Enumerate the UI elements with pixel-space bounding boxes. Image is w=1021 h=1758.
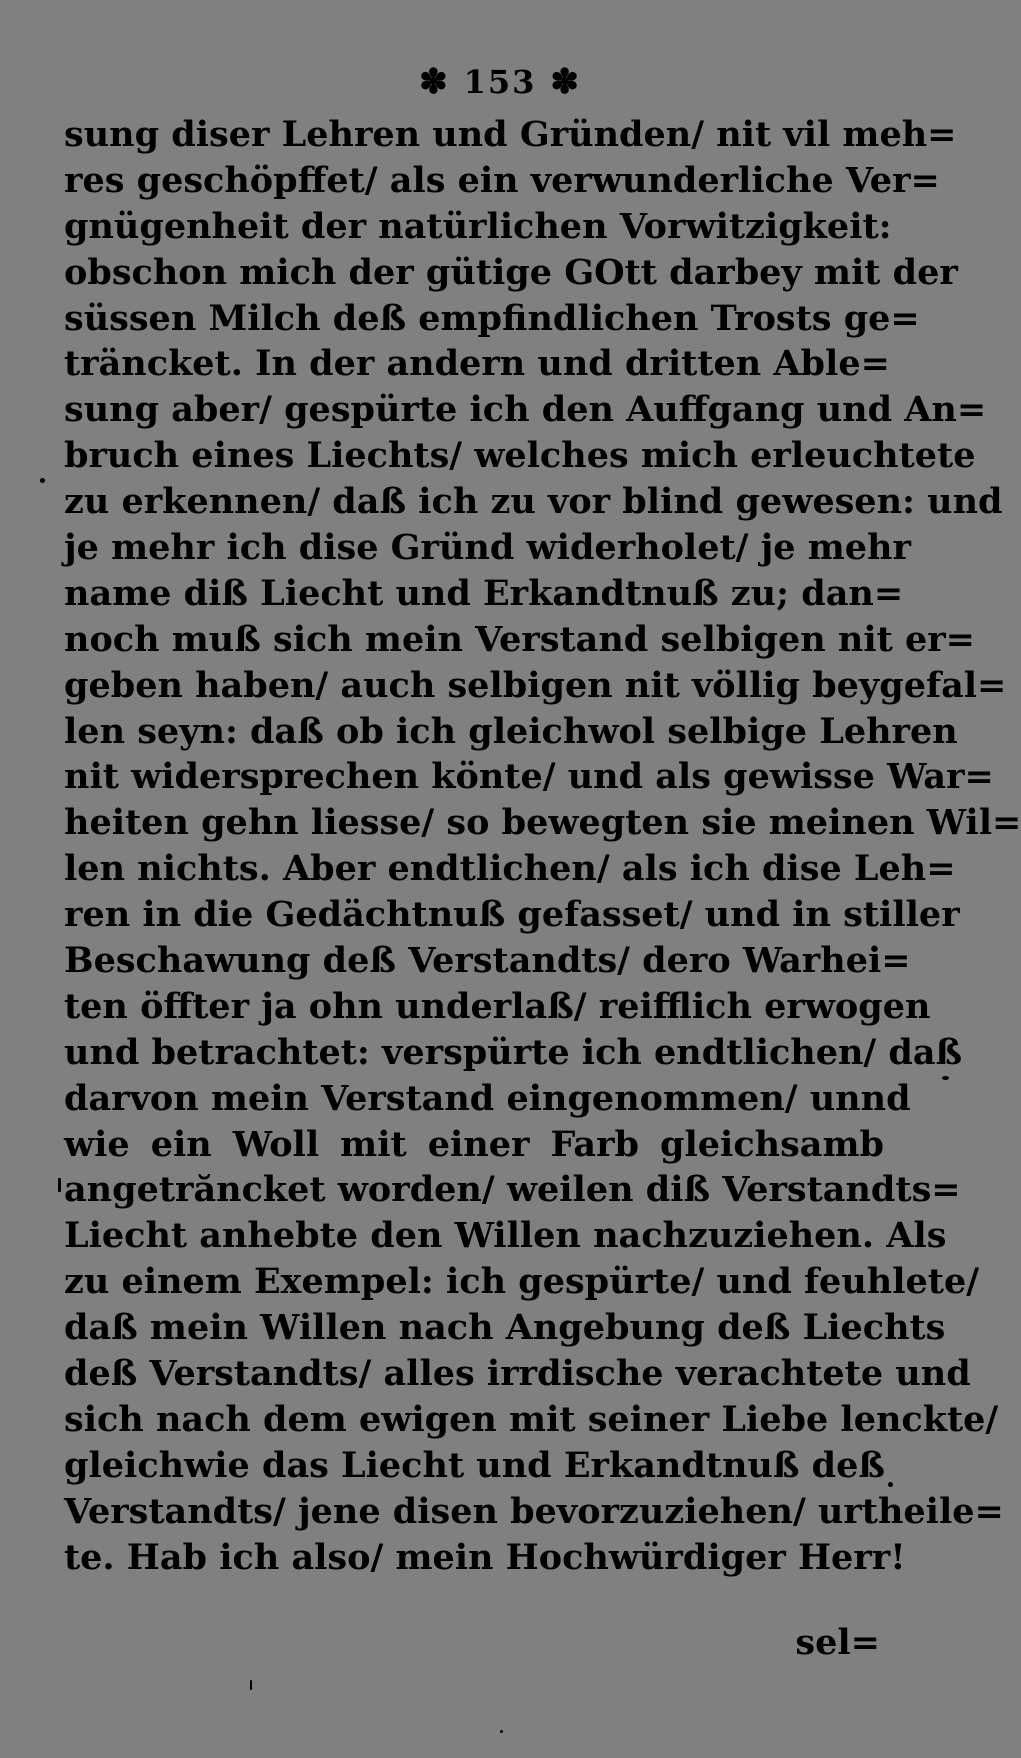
text-line: gnügenheit der natürlichen Vorwitzigkeit:: [64, 205, 892, 247]
ornament-left-icon: ✽: [419, 62, 450, 102]
print-speck: [500, 1730, 503, 1733]
text-line: sung aber/ gespürte ich den Auffgang und An=: [64, 389, 987, 431]
text-line: noch muß sich mein Verstand selbigen nit er=: [64, 618, 976, 660]
text-line: name diß Liecht und Erkandtnuß zu; dan=: [64, 572, 904, 614]
text-line: Beschawung deß Verstandts/ dero Warhei=: [64, 940, 911, 982]
text-line: süssen Milch deß empfindlichen Trosts ge=: [64, 297, 920, 339]
text-line: träncket. In der andern und dritten Able=: [64, 343, 890, 385]
text-line: obschon mich der gütige GOtt darbey mit der: [64, 251, 958, 293]
text-line: te. Hab ich also/ mein Hochwürdiger Herr!: [64, 1536, 906, 1578]
text-line: wie ein Woll mit einer Farb gleichsamb: [64, 1123, 884, 1165]
text-line: daß mein Willen nach Angebung deß Liechts: [64, 1307, 946, 1349]
text-line: angetrăncket worden/ weilen diß Verstandts=: [64, 1169, 961, 1211]
ornament-right-icon: ✽: [550, 62, 581, 102]
print-speck: [58, 1178, 61, 1192]
print-speck: [888, 1482, 893, 1487]
text-line: zu erkennen/ daß ich zu vor blind gewesen: und: [64, 481, 1003, 523]
body-text: [64, 112, 1021, 1581]
catchword: sel=: [795, 1622, 880, 1663]
text-line: len nichts. Aber endtlichen/ als ich dise Leh=: [64, 848, 956, 890]
print-speck: [250, 1680, 252, 1690]
text-line: bruch eines Liechts/ welches mich erleuchtete: [64, 435, 976, 477]
text-line: nit widersprechen könte/ und als gewisse War=: [64, 756, 994, 798]
text-line: res geschöpffet/ als ein verwunderliche Ver=: [64, 159, 940, 201]
text-line: Liecht anhebte den Willen nachzuziehen. Als: [64, 1215, 947, 1257]
text-line: heiten gehn liesse/ so bewegten sie meinen Wil=: [64, 802, 1021, 844]
text-line: darvon mein Verstand eingenommen/ unnd: [64, 1077, 911, 1119]
text-line: len seyn: daß ob ich gleichwol selbige Lehren: [64, 710, 958, 752]
text-line: Verstandts/ jene disen bevorzuziehen/ urtheile=: [64, 1490, 1004, 1532]
print-speck: [942, 1076, 949, 1080]
text-line: je mehr ich dise Gründ widerholet/ je mehr: [64, 527, 911, 569]
page-number: 153: [463, 63, 537, 101]
text-line: sich nach dem ewigen mit seiner Liebe lenckte/: [64, 1398, 999, 1440]
text-line: ten öffter ja ohn underlaß/ reifflich erwogen: [64, 985, 931, 1027]
text-line: geben haben/ auch selbigen nit völlig beygefal=: [64, 664, 1007, 706]
text-line: zu einem Exempel: ich gespürte/ und feuhlete/: [64, 1261, 979, 1303]
text-line: sung diser Lehren und Gründen/ nit vil meh=: [64, 114, 957, 155]
page-header: [0, 62, 1000, 102]
text-line: gleichwie das Liecht und Erkandtnuß deß: [64, 1444, 885, 1486]
text-line: deß Verstandts/ alles irrdische verachtete und: [64, 1353, 971, 1395]
print-speck: [40, 478, 45, 483]
text-line: und betrachtet: verspürte ich endtlichen/ daß: [64, 1031, 963, 1073]
text-line: ren in die Gedächtnuß gefasset/ und in stiller: [64, 894, 960, 936]
